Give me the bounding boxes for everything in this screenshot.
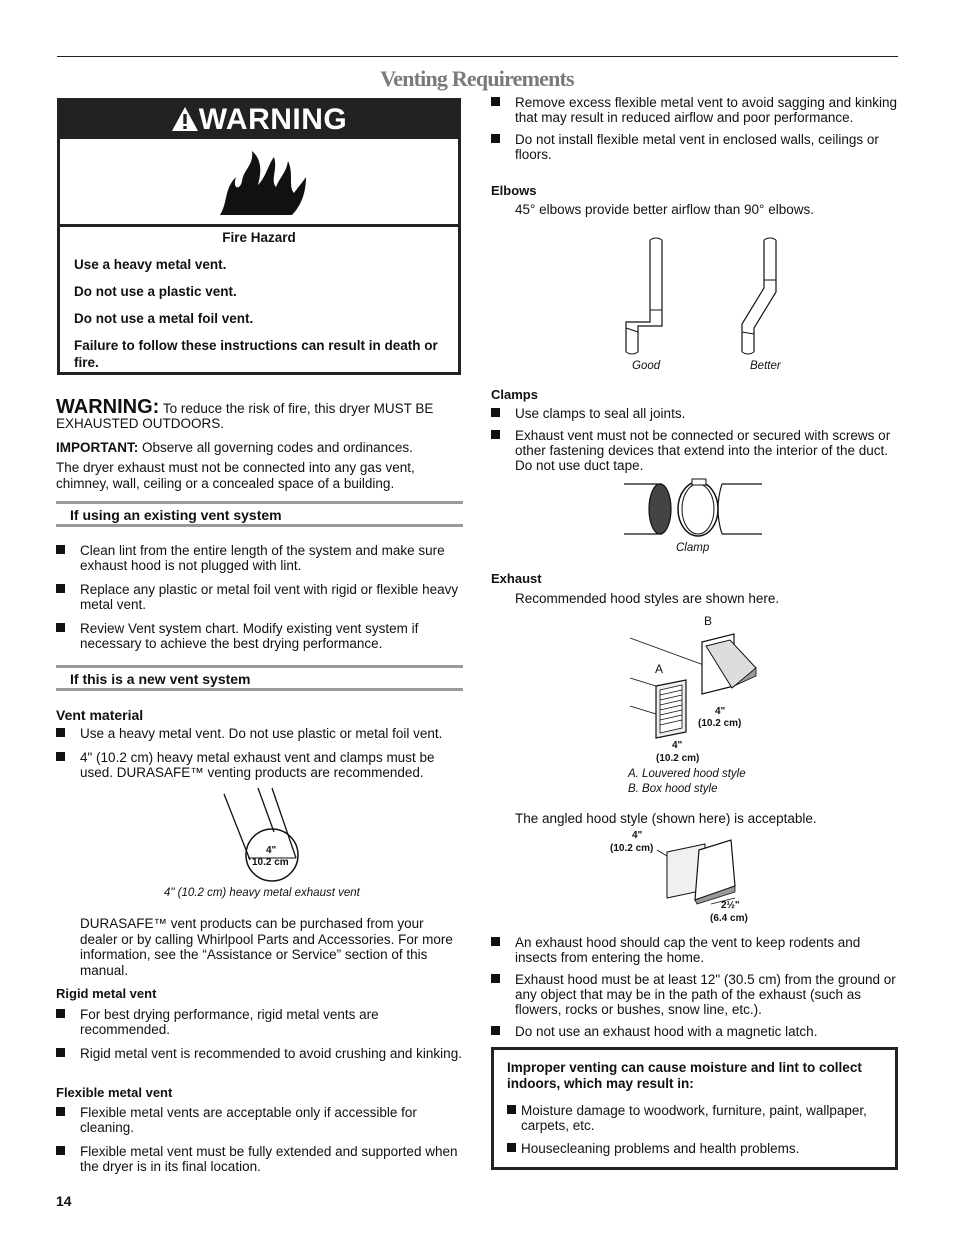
hood-label-a: A	[655, 662, 664, 676]
bullet-icon	[491, 937, 500, 946]
list-item-text: Use clamps to seal all joints.	[515, 406, 686, 421]
exhaust-text: Recommended hood styles are shown here.	[515, 591, 780, 606]
vent-figure-caption: 4" (10.2 cm) heavy metal exhaust vent	[164, 887, 360, 899]
elbow-better-label: Better	[750, 360, 781, 372]
list-item-text: Do not install flexible metal vent in enclosed walls, ceilings or floors.	[515, 132, 879, 162]
list-item-text: Clean lint from the entire length of the system and make sure exhaust hood is not plugged with lint.	[80, 543, 445, 573]
bullet-icon	[491, 430, 500, 439]
list-item-text: For best drying performance, rigid metal vents are recommended.	[80, 1007, 379, 1037]
fire-image-panel	[60, 139, 458, 227]
warning-triangle-icon	[171, 106, 199, 132]
flexible-list	[56, 1105, 462, 1174]
exhaust-paragraph: The dryer exhaust must not be connected into any gas vent, chimney, wall, ceiling or a concealed space of a building.	[56, 460, 415, 491]
list-item	[491, 428, 898, 473]
improper-venting-box	[491, 1047, 898, 1170]
list-item-text: Use a heavy metal vent. Do not use plastic or metal foil vent.	[80, 726, 443, 741]
list-item-text: Exhaust hood must be at least 12" (30.5 cm) from the ground or any object that may be in the path of the exhaust (such as flowers, rocks or bushes, snow line, etc.).	[515, 972, 896, 1017]
page-number: 14	[56, 1193, 72, 1209]
elbows-text: 45° elbows provide better airflow than 90° elbows.	[515, 202, 814, 217]
clamp-figure	[622, 476, 764, 542]
list-item	[491, 406, 898, 421]
improper-heading: Improper venting can cause moisture and lint to collect indoors, which may result in:	[507, 1060, 862, 1091]
warning-line-2: Do not use a plastic vent.	[74, 284, 237, 299]
bullet-icon	[56, 1107, 65, 1116]
warning-label: WARNING:	[56, 396, 160, 418]
warning-line-3: Do not use a metal foil vent.	[74, 311, 254, 326]
list-item	[56, 621, 462, 651]
hood-dim-b-cm: (10.2 cm)	[698, 718, 742, 729]
section-existing-vent: If using an existing vent system	[56, 501, 463, 527]
vent-dim-cm: 10.2 cm	[252, 857, 289, 868]
exhaust-list	[491, 935, 898, 1039]
bullet-icon	[56, 623, 65, 632]
list-item	[491, 972, 898, 1017]
hood-dim-a-inch: 4"	[672, 740, 683, 751]
vent-material-list	[56, 726, 462, 780]
flexible-more-list	[491, 95, 898, 162]
bullet-icon	[56, 1146, 65, 1155]
important-paragraph	[56, 440, 462, 455]
list-item	[56, 1105, 462, 1135]
warning-header	[60, 101, 458, 139]
important-label: IMPORTANT:	[56, 440, 139, 455]
bullet-icon	[507, 1143, 516, 1152]
clamp-caption: Clamp	[676, 542, 710, 554]
clamps-list	[491, 406, 898, 473]
list-item	[491, 1024, 898, 1039]
list-item	[491, 95, 898, 125]
flexible-heading: Flexible metal vent	[56, 1085, 173, 1100]
list-item-text: Rigid metal vent is recommended to avoid crushing and kinking.	[80, 1046, 462, 1061]
list-item-text: Exhaust vent must not be connected or secured with screws or other fastening devices that extend into the interior of the duct. Do not use duct tape.	[515, 428, 891, 473]
hood-label-b: B	[704, 614, 713, 628]
list-item	[491, 132, 898, 162]
bullet-icon	[491, 408, 500, 417]
list-item	[507, 1141, 892, 1156]
list-item-text: 4" (10.2 cm) heavy metal exhaust vent and clamps must be used. DURASAFE™ venting products are recommended.	[80, 750, 435, 780]
list-item	[56, 1007, 462, 1037]
angled-hood-text: The angled hood style (shown here) is acceptable.	[515, 811, 817, 826]
clamps-heading: Clamps	[491, 387, 538, 402]
warning-text: To reduce the risk of fire, this dryer MUST BE EXHAUSTED OUTDOORS.	[56, 401, 434, 431]
list-item-text: Flexible metal vents are acceptable only if accessible for cleaning.	[80, 1105, 417, 1135]
list-item-text: An exhaust hood should cap the vent to keep rodents and insects from entering the home.	[515, 935, 861, 965]
fire-icon	[218, 147, 308, 217]
top-rule	[57, 56, 898, 57]
warning-box	[57, 98, 461, 375]
bullet-icon	[56, 584, 65, 593]
bullet-icon	[56, 545, 65, 554]
list-item-text: Housecleaning problems and health problems.	[521, 1141, 800, 1156]
list-item	[56, 726, 462, 741]
list-item	[56, 1046, 462, 1061]
bullet-icon	[56, 728, 65, 737]
list-item-text: Remove excess flexible metal vent to avoid sagging and kinking that may result in reduced airflow and poor performance.	[515, 95, 897, 125]
warning-header-text: WARNING	[198, 103, 348, 136]
vent-material-heading: Vent material	[56, 707, 144, 723]
bullet-icon	[507, 1105, 516, 1114]
durasafe-paragraph: DURASAFE™ vent products can be purchased from your dealer or by calling Whirlpool Parts and Accessories. For more information, see the “Assistance or Service” section of this manual.	[80, 916, 453, 978]
warning-line-fire-hazard: Fire Hazard	[222, 230, 296, 245]
page-title: Venting Requirements	[380, 66, 574, 91]
hood-dim-b-inch: 4"	[715, 706, 726, 717]
angled-dim-25in: 2½"	[721, 900, 740, 911]
warning-paragraph	[56, 396, 462, 431]
bullet-icon	[491, 134, 500, 143]
hood-caption-a: A. Louvered hood style	[628, 768, 746, 780]
bullet-icon	[491, 97, 500, 106]
elbow-good-label: Good	[632, 360, 661, 372]
warning-line-1: Use a heavy metal vent.	[74, 257, 227, 272]
section-new-vent: If this is a new vent system	[56, 665, 463, 691]
warning-body	[74, 229, 444, 381]
list-item-text: Replace any plastic or metal foil vent with rigid or flexible heavy metal vent.	[80, 582, 459, 612]
bullet-icon	[56, 1009, 65, 1018]
existing-list	[56, 543, 462, 651]
important-text: Observe all governing codes and ordinances.	[142, 440, 413, 455]
list-item	[507, 1103, 892, 1133]
angled-dim-inch: 4"	[632, 830, 643, 841]
warning-line-4: Failure to follow these instructions can result in death or fire.	[74, 338, 438, 370]
rigid-list	[56, 1007, 462, 1061]
list-item	[56, 750, 462, 780]
list-item	[491, 935, 898, 965]
list-item	[56, 1144, 462, 1174]
list-item-text: Do not use an exhaust hood with a magnetic latch.	[515, 1024, 818, 1039]
list-item-text: Moisture damage to woodwork, furniture, paint, wallpaper, carpets, etc.	[521, 1103, 867, 1133]
hood-caption-b: B. Box hood style	[628, 783, 718, 795]
angled-dim-64cm: (6.4 cm)	[710, 913, 748, 924]
list-item	[56, 582, 462, 612]
list-item-text: Review Vent system chart. Modify existing vent system if necessary to achieve the best drying performance.	[80, 621, 419, 651]
bullet-icon	[491, 1026, 500, 1035]
bullet-icon	[56, 752, 65, 761]
list-item	[56, 543, 462, 573]
bullet-icon	[56, 1048, 65, 1057]
vent-dim-inch: 4"	[266, 845, 277, 856]
improper-list	[507, 1103, 892, 1156]
hood-dim-a-cm: (10.2 cm)	[656, 753, 700, 764]
heavy-vent-figure	[210, 786, 320, 886]
angled-dim-cm: (10.2 cm)	[610, 843, 654, 854]
bullet-icon	[491, 974, 500, 983]
elbows-figure	[600, 236, 800, 358]
rigid-heading: Rigid metal vent	[56, 986, 157, 1001]
elbows-heading: Elbows	[491, 183, 537, 198]
list-item-text: Flexible metal vent must be fully extended and supported when the dryer is in its final location.	[80, 1144, 458, 1174]
exhaust-heading: Exhaust	[491, 571, 542, 586]
